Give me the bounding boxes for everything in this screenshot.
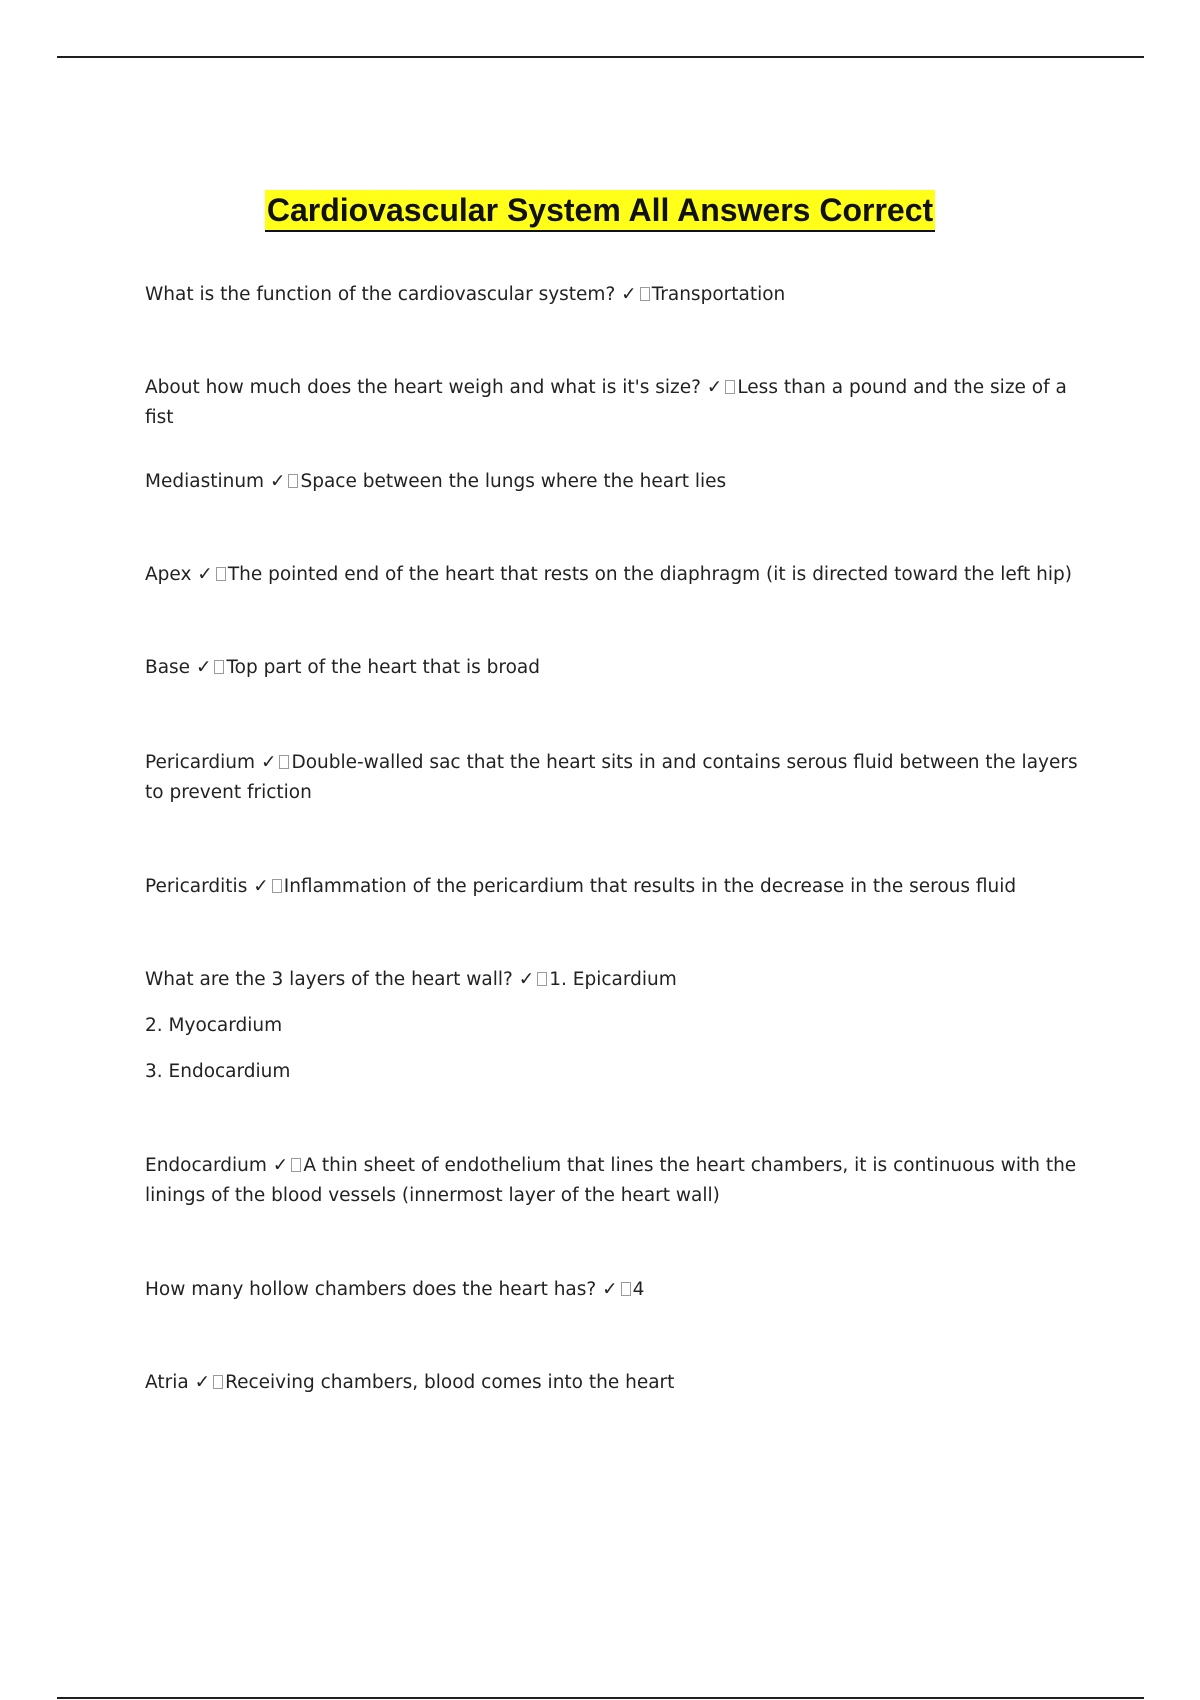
qa-item [145, 280, 1090, 310]
question-text: Mediastinum [145, 471, 265, 492]
checkmark-icon: ✓ [197, 564, 213, 585]
qa-item [145, 373, 1090, 433]
qa-item [145, 872, 1090, 902]
qa-item [145, 560, 1090, 590]
top-rule [57, 56, 1144, 58]
qa-item [145, 1275, 1090, 1305]
question-text: Base [145, 657, 191, 678]
question-text: How many hollow chambers does the heart has? [145, 1279, 597, 1300]
qa-line [145, 1275, 1090, 1305]
question-text: Endocardium [145, 1155, 267, 1176]
missing-glyph-box-icon [213, 1375, 223, 1389]
checkmark-icon: ✓ [260, 752, 277, 773]
answer-text: The pointed end of the heart that rests on the diaphragm (it is directed toward the left hip) [227, 564, 1072, 585]
answer-text: Top part of the heart that is broad [226, 657, 540, 678]
qa-line [145, 560, 1090, 590]
answer-text: A thin sheet of endothelium that lines the heart chambers, it is continuous with the linings of the blood vessels (innermost layer of the heart wall) [145, 1155, 1077, 1206]
question-text: Apex [145, 564, 192, 585]
qa-line [145, 373, 1090, 433]
question-text: Pericarditis [145, 876, 248, 897]
qa-line [145, 280, 1090, 310]
qa-line [145, 748, 1090, 808]
answer-text: Less than a pound and the size of a fist [145, 377, 1067, 428]
qa-line [145, 872, 1090, 902]
answer-text: Double-walled sac that the heart sits in and contains serous fluid between the layers to prevent friction [145, 752, 1078, 803]
qa-item [145, 653, 1090, 683]
bottom-rule [57, 1697, 1144, 1699]
qa-item [145, 1151, 1090, 1211]
checkmark-icon: ✓ [518, 969, 535, 990]
qa-line [145, 653, 1090, 683]
answer-text: Space between the lungs where the heart lies [300, 471, 727, 492]
qa-item [145, 467, 1090, 497]
checkmark-icon: ✓ [706, 377, 723, 398]
missing-glyph-box-icon [272, 879, 282, 893]
document-title: Cardiovascular System All Answers Correct [265, 190, 935, 232]
missing-glyph-box-icon [291, 1158, 301, 1172]
answer-text: Transportation [651, 284, 786, 305]
question-text: What are the 3 layers of the heart wall? [145, 969, 513, 990]
checkmark-icon: ✓ [621, 284, 637, 305]
qa-line [145, 965, 1090, 995]
missing-glyph-box-icon [216, 567, 226, 581]
checkmark-icon: ✓ [194, 1372, 211, 1393]
qa-line [145, 467, 1090, 497]
qa-item [145, 748, 1090, 808]
qa-line [145, 1151, 1090, 1211]
qa-line [145, 1368, 1090, 1398]
question-text: Atria [145, 1372, 189, 1393]
missing-glyph-box-icon [279, 755, 289, 769]
missing-glyph-box-icon [725, 380, 735, 394]
question-text: About how much does the heart weigh and what is it's size? [145, 377, 701, 398]
qa-item [145, 965, 1090, 1087]
answer-text: 4 [632, 1279, 645, 1300]
answer-continuation: 3. Endocardium [145, 1061, 291, 1082]
answer-text: Receiving chambers, blood comes into the heart [225, 1372, 675, 1393]
question-text: What is the function of the cardiovascular system? [145, 284, 616, 305]
checkmark-icon: ✓ [195, 657, 212, 678]
title-container [0, 190, 1200, 232]
answer-text: Inflammation of the pericardium that results in the decrease in the serous fluid [283, 876, 1017, 897]
answer-continuation: 2. Myocardium [145, 1015, 283, 1036]
missing-glyph-box-icon [640, 287, 650, 301]
qa-item [145, 1368, 1090, 1398]
missing-glyph-box-icon [288, 474, 298, 488]
checkmark-icon: ✓ [269, 471, 286, 492]
missing-glyph-box-icon [621, 1282, 631, 1296]
checkmark-icon: ✓ [272, 1155, 289, 1176]
question-text: Pericardium [145, 752, 256, 773]
answer-text: 1. Epicardium [549, 969, 677, 990]
missing-glyph-box-icon [214, 660, 224, 674]
missing-glyph-box-icon [537, 972, 547, 986]
checkmark-icon: ✓ [602, 1279, 618, 1300]
checkmark-icon: ✓ [253, 876, 269, 897]
